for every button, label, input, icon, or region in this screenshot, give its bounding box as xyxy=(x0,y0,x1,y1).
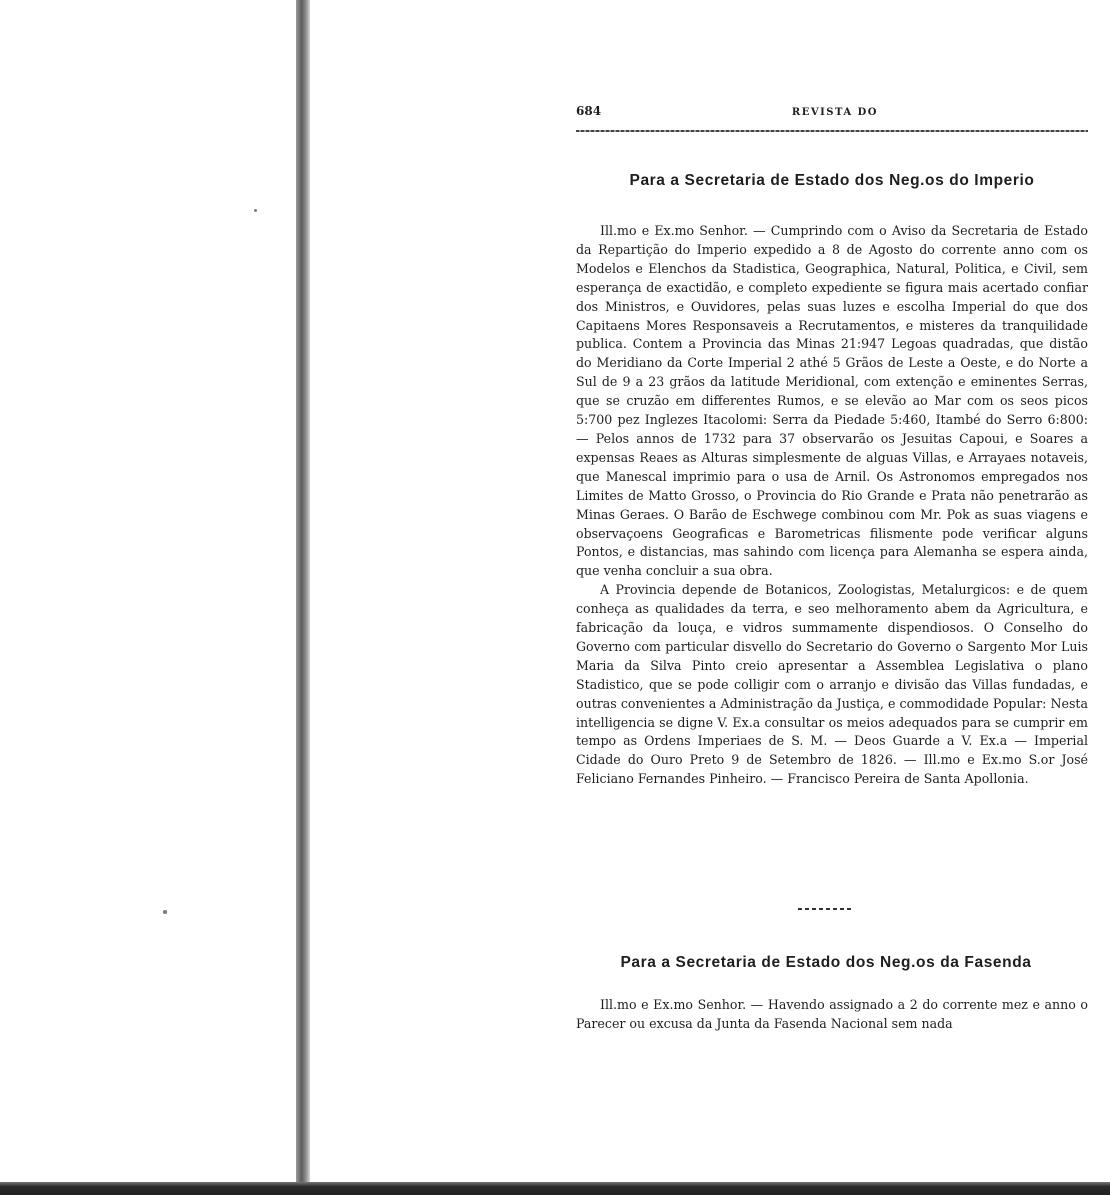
section-body-imperio xyxy=(576,222,1088,789)
section-heading-fasenda: Para a Secretaria de Estado dos Neg.os da Fasenda xyxy=(620,954,1032,971)
header-rule xyxy=(576,130,1088,132)
paragraph: A Provincia depende de Botanicos, Zoologistas, Metalurgicos: e de quem conheça as qualidades da terra, e seo melhoramento abem da Agricultura, e fabricação da louça, e vidros summamente dispendiosos. O Conselho do Governo com particular disvello do Secretario do Governo o Sargento Mor Luis Maria da Silva Pinto creio apresentar a Assemblea Legislativa o plano Stadistico, que se pode colligir com o arranjo e divisão das Villas fundadas, e outras convenientes a Administração da Justiça, e commodidade Popular: Nesta intelligencia se digne V. Ex.a consultar os meios adequados para se cumprir em tempo as Ordens Imperiaes de S. M. — Deos Guarde a V. Ex.a — Imperial Cidade do Ouro Preto 9 de Setembro de 1826. — Ill.mo e Ex.mo S.or José Feliciano Fernandes Pinheiro. — Francisco Pereira de Santa Apollonia. xyxy=(576,582,1088,787)
page-number: 684 xyxy=(576,104,602,118)
running-header xyxy=(576,104,1088,124)
paragraph: Ill.mo e Ex.mo Senhor. — Cumprindo com o Aviso da Secretaria de Estado da Repartição do Imperio expedido a 8 de Agosto do corrente anno com os Modelos e Elenchos da Stadistica, Geographica, Natural, Politica, e Civil, sem esperança de exactidão, e completo expediente se figura mais acertado confiar dos Ministros, e Ouvidores, pelas suas luzes e escolha Imperial do que dos Capitaens Mores Responsaveis a Recrutamentos, e misteres da tranquilidade publica. Contem a Provincia das Minas 21:947 Legoas quadradas, que distão do Meridiano da Corte Imperial 2 athé 5 Grãos de Leste a Oeste, e do Norte a Sul de 9 a 23 grãos da latitude Meridional, com extenção e eminentes Serras, que se cruzão em differentes Rumos, e se elevão ao Mar com os seos picos 5:700 pez Inglezes Itacolomi: Serra da Piedade 5:460, Itambé do Serro 6:800: — Pelos annos de 1732 para 37 observarão os Jesuitas Capoui, e Soares a expensas Reaes as Alturas simplesmente de alguas Villas, e Arrayaes notaveis, que Manescal imprimio para o usa de Arnil. Os Astronomos empregados nos Limites de Matto Grosso, o Provincia do Rio Grande e Prata não penetrarão as Minas Geraes. O Barão de Eschwege combinou com Mr. Pok as suas viagens e observaçoens Geograficas e Barometricas filismente pode verificar alguns Pontos, e distancias, mas sahindo com licença para Alemanha se espera ainda, que venha concluir a sua obra. xyxy=(576,223,1088,579)
scan-speck xyxy=(163,910,167,914)
section-body-fasenda xyxy=(576,996,1088,1034)
section-heading-imperio: Para a Secretaria de Estado dos Neg.os do Imperio xyxy=(629,172,1035,189)
scan-bottom-edge xyxy=(0,1182,1110,1195)
section-divider xyxy=(798,908,854,910)
book-page xyxy=(576,104,1088,1031)
running-title: REVISTA DO xyxy=(791,107,878,118)
scan-speck xyxy=(254,209,257,212)
binding-gutter-shadow xyxy=(296,0,310,1195)
paragraph: Ill.mo e Ex.mo Senhor. — Havendo assignado a 2 do corrente mez e anno o Parecer ou excusa da Junta da Fasenda Nacional sem nada xyxy=(576,997,1088,1031)
